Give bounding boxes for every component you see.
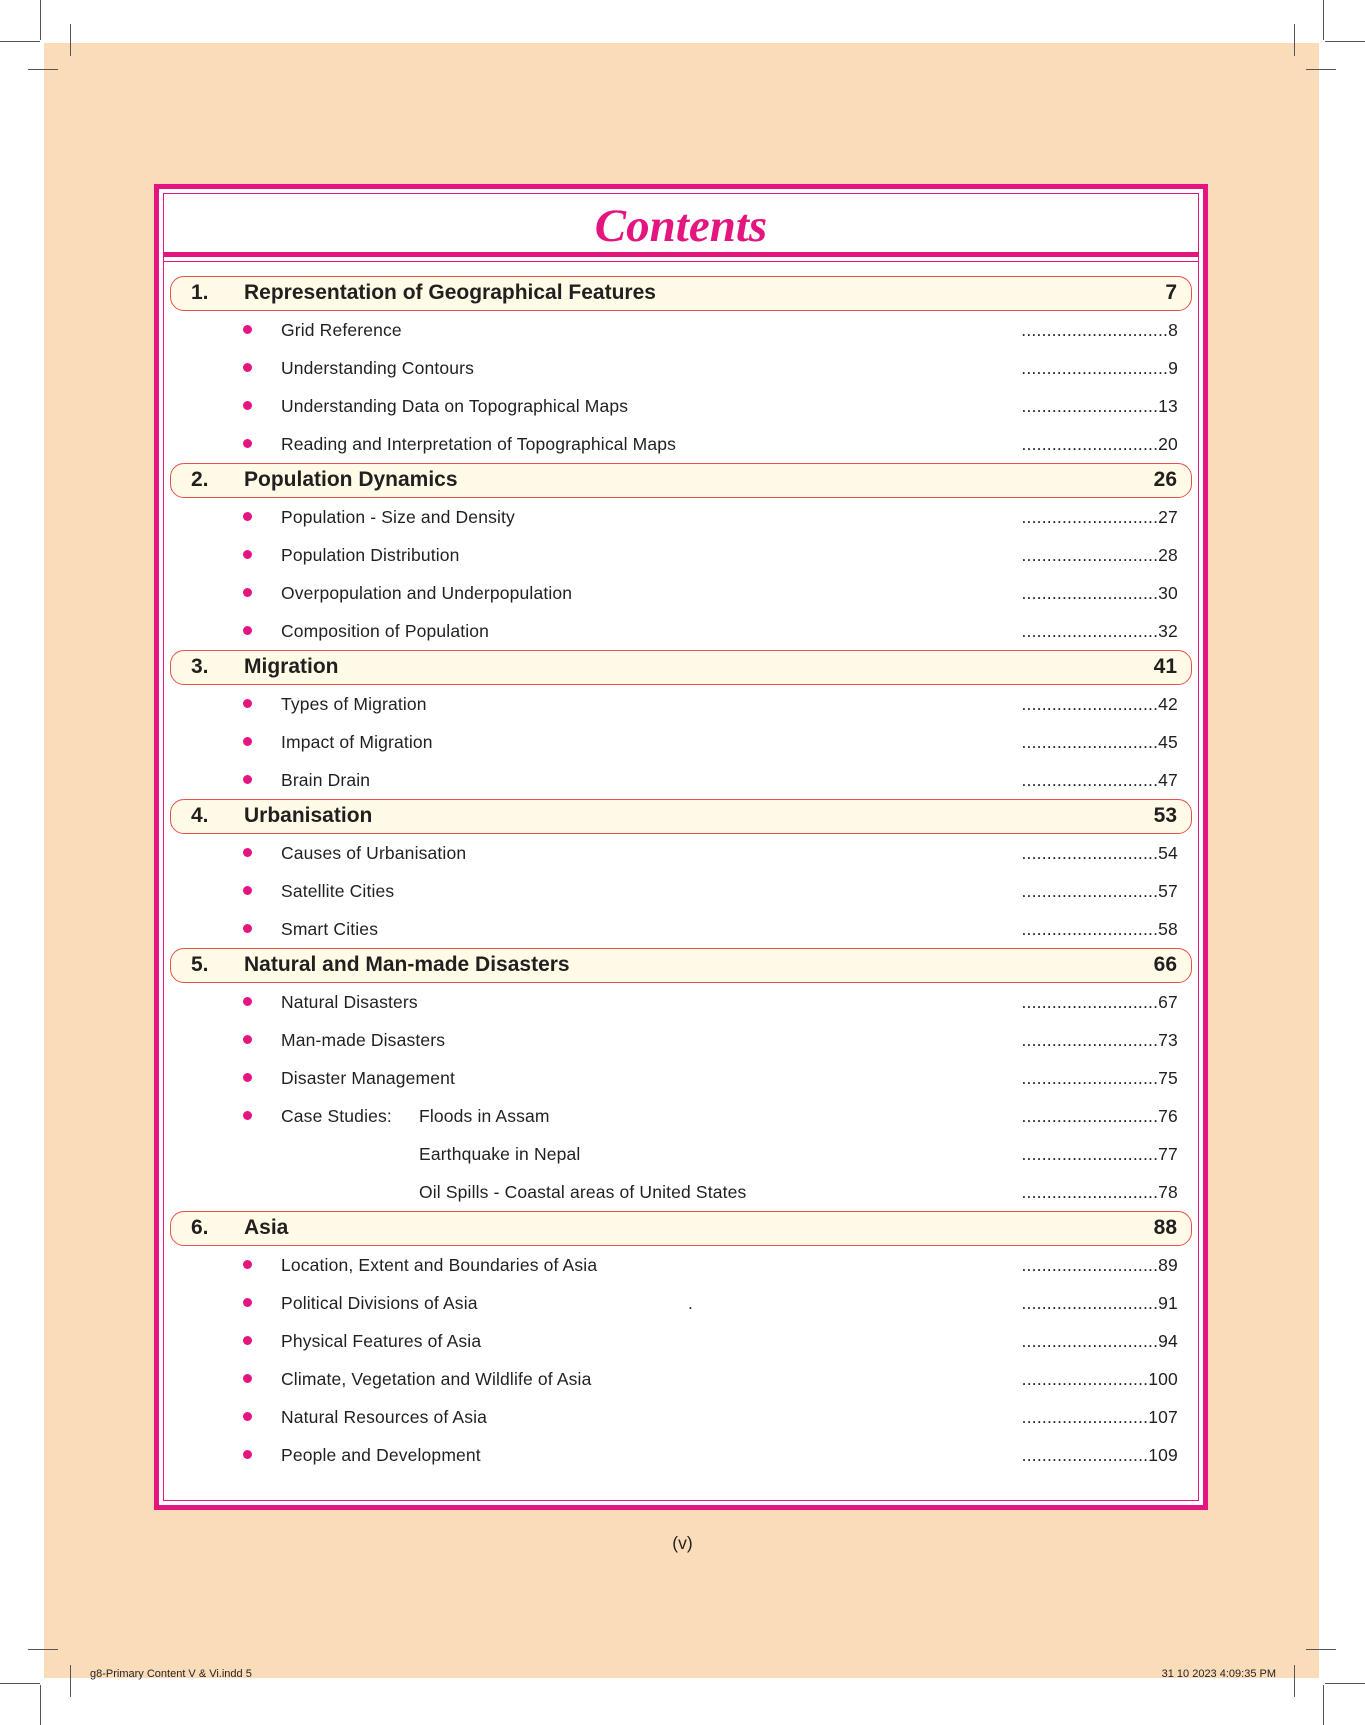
toc-entry-page: ...........................73 — [1021, 1030, 1178, 1050]
chapter-number: 6. — [191, 1216, 209, 1239]
bullet-icon — [243, 588, 252, 597]
chapter-page: 53 — [1153, 804, 1177, 827]
chapter-number: 3. — [191, 655, 209, 678]
chapter-heading — [170, 276, 1192, 311]
crop-mark — [40, 1685, 41, 1725]
toc-entry-sublabel: Floods in Assam — [419, 1106, 550, 1126]
chapter-page: 7 — [1165, 281, 1177, 304]
toc-entry-page: ...........................91 — [1021, 1293, 1178, 1313]
toc-entry-page: ...........................32 — [1021, 621, 1178, 641]
bullet-icon — [243, 997, 252, 1006]
toc-entry-label: Case Studies: — [281, 1106, 392, 1126]
page-title: Contents — [594, 200, 768, 252]
chapter-heading — [170, 650, 1192, 685]
toc-entry — [164, 1059, 1198, 1097]
toc-entry-page: ...........................42 — [1021, 694, 1178, 714]
crop-mark — [70, 1665, 71, 1697]
toc-entry — [164, 612, 1198, 650]
toc-entry-page: ...........................20 — [1021, 434, 1178, 454]
toc-entry-label: Causes of Urbanisation — [281, 843, 467, 863]
toc-entry — [164, 1398, 1198, 1436]
chapter-heading — [170, 463, 1192, 498]
bullet-icon — [243, 512, 252, 521]
title-rule — [164, 261, 1198, 262]
toc-entry — [164, 761, 1198, 799]
toc-entry-label: Composition of Population — [281, 621, 490, 641]
toc-entry-page: ...........................28 — [1021, 545, 1178, 565]
toc-entry-page: ...........................78 — [1021, 1182, 1178, 1202]
toc-entry-sublabel: Oil Spills - Coastal areas of United States — [419, 1182, 747, 1202]
toc-entry — [164, 834, 1198, 872]
toc-entry-page: ...........................47 — [1021, 770, 1178, 790]
crop-mark — [1323, 1685, 1324, 1725]
chapter-number: 5. — [191, 953, 209, 976]
toc-entry — [164, 311, 1198, 349]
bullet-icon — [243, 363, 252, 372]
chapter-title: Asia — [244, 1216, 289, 1239]
toc-entry-sublabel: Earthquake in Nepal — [419, 1144, 581, 1164]
toc-entry-page: ...........................57 — [1021, 881, 1178, 901]
slug-timestamp: 31 10 2023 4:09:35 PM — [1161, 1668, 1276, 1680]
bullet-icon — [243, 1450, 252, 1459]
toc-entry-page: ...........................67 — [1021, 992, 1178, 1012]
toc-entry-label: Understanding Data on Topographical Maps — [281, 396, 629, 416]
bullet-icon — [243, 699, 252, 708]
toc-entry-label: Satellite Cities — [281, 881, 395, 901]
toc-entry — [164, 723, 1198, 761]
toc-entry — [164, 1097, 1198, 1135]
toc-entry-label: Smart Cities — [281, 919, 379, 939]
toc-entry-page: .........................109 — [1021, 1445, 1178, 1465]
toc-entry-page: ...........................94 — [1021, 1331, 1178, 1351]
chapter-number: 1. — [191, 281, 209, 304]
contents-frame — [154, 184, 1208, 1510]
toc-entry-label: Political Divisions of Asia — [281, 1293, 478, 1313]
bullet-icon — [243, 886, 252, 895]
chapter-heading — [170, 948, 1192, 983]
bullet-icon — [243, 1073, 252, 1082]
toc-entry — [164, 1246, 1198, 1284]
toc-entry — [164, 872, 1198, 910]
bullet-icon — [243, 1260, 252, 1269]
toc-entry-label: Types of Migration — [281, 694, 427, 714]
toc-entry — [164, 425, 1198, 463]
chapter-number: 2. — [191, 468, 209, 491]
chapter-heading — [170, 1211, 1192, 1246]
chapter-page: 88 — [1153, 1216, 1177, 1239]
toc-entry — [164, 1436, 1198, 1474]
table-of-contents — [164, 274, 1198, 1474]
bullet-icon — [243, 1035, 252, 1044]
toc-entry — [164, 910, 1198, 948]
toc-entry-page: ...........................89 — [1021, 1255, 1178, 1275]
toc-entry-label: Overpopulation and Underpopulation — [281, 583, 573, 603]
bullet-icon — [243, 550, 252, 559]
toc-entry-label: Physical Features of Asia — [281, 1331, 482, 1351]
bullet-icon — [243, 848, 252, 857]
toc-entry-label: Understanding Contours — [281, 358, 474, 378]
toc-entry-label: Natural Resources of Asia — [281, 1407, 488, 1427]
toc-entry-label: Population Distribution — [281, 545, 460, 565]
stray-mark: . — [688, 1293, 693, 1313]
chapter-title: Representation of Geographical Features — [244, 281, 656, 304]
toc-entry — [164, 1135, 1198, 1173]
toc-entry — [164, 349, 1198, 387]
crop-mark — [1306, 69, 1336, 70]
bullet-icon — [243, 626, 252, 635]
chapter-page: 66 — [1153, 953, 1177, 976]
crop-mark — [0, 1683, 40, 1684]
toc-entry-label: Disaster Management — [281, 1068, 456, 1088]
page-folio: (v) — [672, 1533, 693, 1553]
bullet-icon — [243, 401, 252, 410]
chapter-heading — [170, 799, 1192, 834]
toc-entry-label: Population - Size and Density — [281, 507, 515, 527]
toc-entry-page: ...........................27 — [1021, 507, 1178, 527]
toc-entry-page: ...........................45 — [1021, 732, 1178, 752]
toc-entry-page: ...........................13 — [1021, 396, 1178, 416]
toc-entry-label: Brain Drain — [281, 770, 371, 790]
crop-mark — [1294, 1665, 1295, 1697]
toc-entry — [164, 498, 1198, 536]
chapter-page: 41 — [1153, 655, 1177, 678]
toc-entry-page: .........................107 — [1021, 1407, 1178, 1427]
toc-entry — [164, 1360, 1198, 1398]
toc-entry-page: .............................9 — [1021, 358, 1178, 378]
toc-entry-label: Climate, Vegetation and Wildlife of Asia — [281, 1369, 592, 1389]
bullet-icon — [243, 1111, 252, 1120]
toc-entry-label: Man-made Disasters — [281, 1030, 446, 1050]
bullet-icon — [243, 1336, 252, 1345]
toc-entry-label: Location, Extent and Boundaries of Asia — [281, 1255, 598, 1275]
toc-entry — [164, 574, 1198, 612]
crop-mark — [1325, 41, 1365, 42]
toc-entry — [164, 1322, 1198, 1360]
toc-entry — [164, 536, 1198, 574]
crop-mark — [28, 1649, 58, 1650]
bullet-icon — [243, 1298, 252, 1307]
bullet-icon — [243, 737, 252, 746]
crop-mark — [1306, 1649, 1336, 1650]
bullet-icon — [243, 1374, 252, 1383]
crop-mark — [70, 24, 71, 56]
crop-mark — [1325, 1683, 1365, 1684]
title-box — [164, 194, 1198, 257]
crop-mark — [1294, 24, 1295, 56]
chapter-title: Migration — [244, 655, 339, 678]
toc-entry-label: Grid Reference — [281, 320, 402, 340]
chapter-number: 4. — [191, 804, 209, 827]
bullet-icon — [243, 325, 252, 334]
toc-entry — [164, 1284, 1198, 1322]
toc-entry — [164, 983, 1198, 1021]
toc-entry — [164, 685, 1198, 723]
bullet-icon — [243, 439, 252, 448]
toc-entry-label: Natural Disasters — [281, 992, 418, 1012]
toc-entry-page: .........................100 — [1021, 1369, 1178, 1389]
contents-inner-border — [163, 193, 1199, 1501]
crop-mark — [28, 69, 58, 70]
toc-entry-page: ...........................75 — [1021, 1068, 1178, 1088]
crop-mark — [0, 41, 40, 42]
toc-entry-label: Impact of Migration — [281, 732, 433, 752]
bullet-icon — [243, 1412, 252, 1421]
toc-entry — [164, 1021, 1198, 1059]
bullet-icon — [243, 775, 252, 784]
chapter-title: Natural and Man-made Disasters — [244, 953, 570, 976]
toc-entry-page: .............................8 — [1021, 320, 1178, 340]
slug-file-info: g8-Primary Content V & Vi.indd 5 — [90, 1668, 252, 1680]
toc-entry — [164, 387, 1198, 425]
crop-mark — [1323, 0, 1324, 40]
toc-entry-page: ...........................76 — [1021, 1106, 1178, 1126]
toc-entry-page: ...........................77 — [1021, 1144, 1178, 1164]
toc-entry-page: ...........................58 — [1021, 919, 1178, 939]
chapter-title: Urbanisation — [244, 804, 373, 827]
chapter-title: Population Dynamics — [244, 468, 458, 491]
toc-entry-label: Reading and Interpretation of Topographical Maps — [281, 434, 677, 454]
toc-entry-page: ...........................30 — [1021, 583, 1178, 603]
toc-entry-label: People and Development — [281, 1445, 481, 1465]
chapter-page: 26 — [1153, 468, 1177, 491]
bullet-icon — [243, 924, 252, 933]
crop-mark — [40, 0, 41, 40]
toc-entry — [164, 1173, 1198, 1211]
toc-entry-page: ...........................54 — [1021, 843, 1178, 863]
